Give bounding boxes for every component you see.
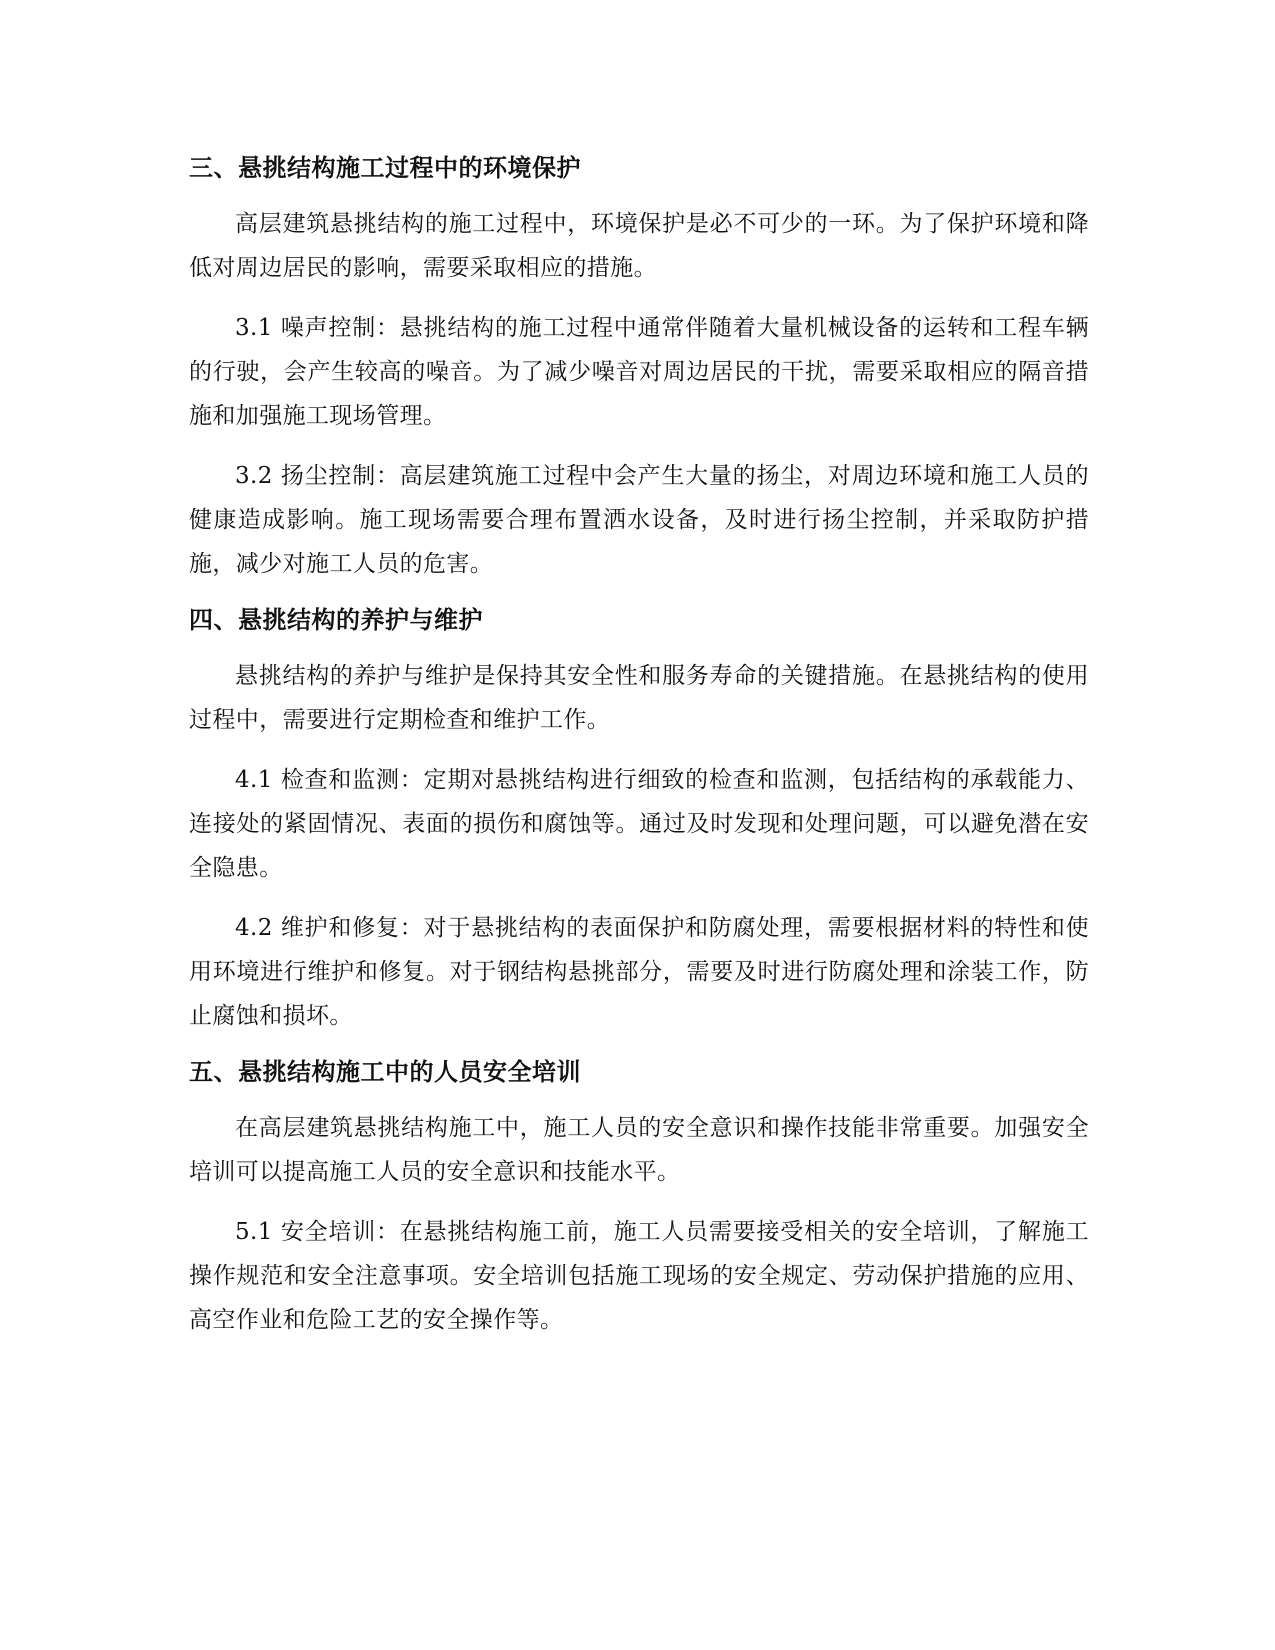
paragraph: 5.1 安全培训：在悬挑结构施工前，施工人员需要接受相关的安全培训，了解施工操作规范和安全注意事项。安全培训包括施工现场的安全规定、劳动保护措施的应用、高空作业和危险工艺的安全操作等。 — [189, 1219, 1089, 1333]
section-heading-4: 四、悬挑结构的养护与维护 — [189, 606, 483, 634]
section-heading-5: 五、悬挑结构施工中的人员安全培训 — [189, 1058, 581, 1086]
paragraph: 悬挑结构的养护与维护是保持其安全性和服务寿命的关键措施。在悬挑结构的使用过程中，需要进行定期检查和维护工作。 — [189, 663, 1089, 733]
paragraph: 高层建筑悬挑结构的施工过程中，环境保护是必不可少的一环。为了保护环境和降低对周边居民的影响，需要采取相应的措施。 — [189, 211, 1089, 281]
paragraph: 在高层建筑悬挑结构施工中，施工人员的安全意识和操作技能非常重要。加强安全培训可以提高施工人员的安全意识和技能水平。 — [189, 1115, 1089, 1185]
paragraph: 3.1 噪声控制：悬挑结构的施工过程中通常伴随着大量机械设备的运转和工程车辆的行驶，会产生较高的噪音。为了减少噪音对周边居民的干扰，需要采取相应的隔音措施和加强施工现场管理。 — [189, 315, 1089, 429]
paragraph: 3.2 扬尘控制：高层建筑施工过程中会产生大量的扬尘，对周边环境和施工人员的健康造成影响。施工现场需要合理布置洒水设备，及时进行扬尘控制，并采取防护措施，减少对施工人员的危害。 — [189, 463, 1089, 577]
document-body — [189, 148, 1089, 1342]
paragraph: 4.2 维护和修复：对于悬挑结构的表面保护和防腐处理，需要根据材料的特性和使用环境进行维护和修复。对于钢结构悬挑部分，需要及时进行防腐处理和涂装工作，防止腐蚀和损坏。 — [189, 915, 1089, 1029]
paragraph: 4.1 检查和监测：定期对悬挑结构进行细致的检查和监测，包括结构的承载能力、连接处的紧固情况、表面的损伤和腐蚀等。通过及时发现和处理问题，可以避免潜在安全隐患。 — [189, 767, 1089, 881]
section-heading-3: 三、悬挑结构施工过程中的环境保护 — [189, 154, 581, 182]
